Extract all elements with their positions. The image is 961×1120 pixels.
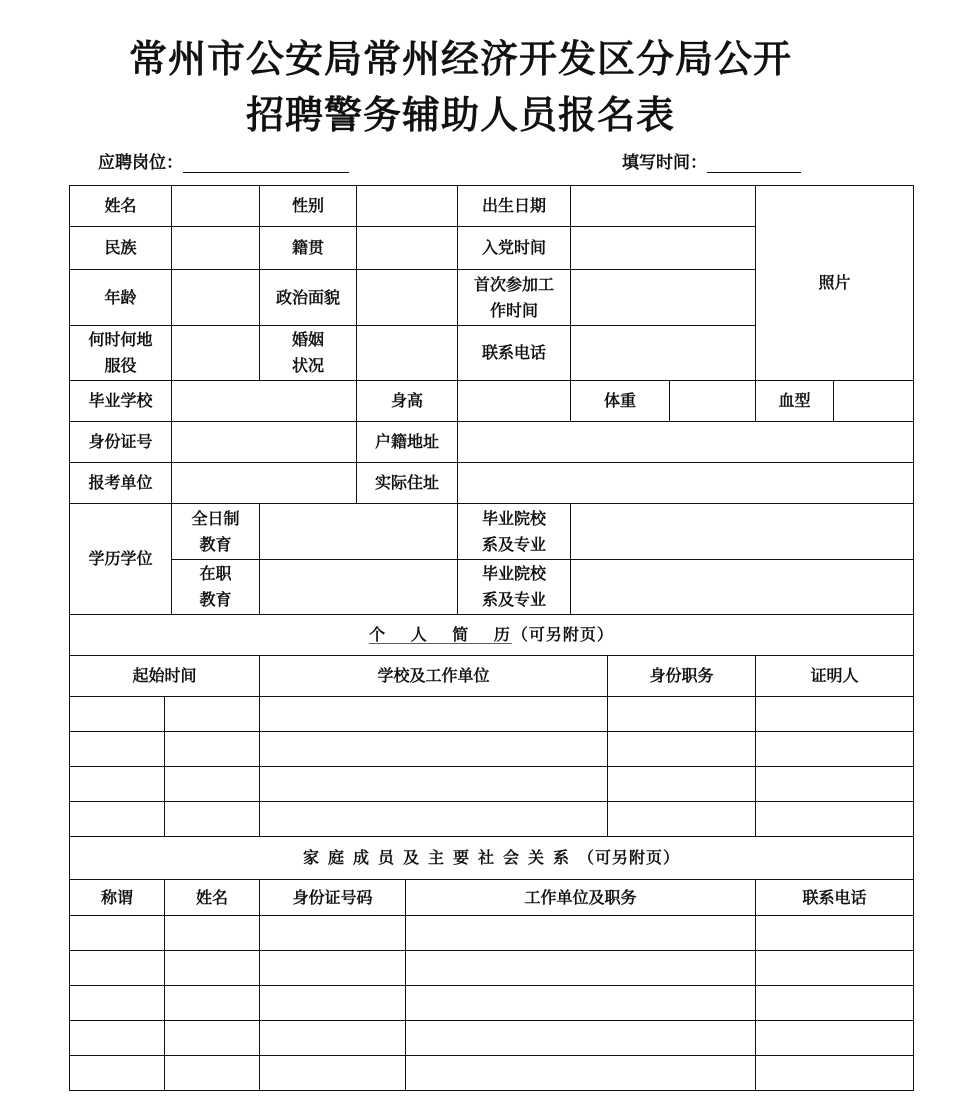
fulltime-label-line2: 教育 [199,534,232,554]
first-work-label-line2: 作时间 [489,300,538,320]
family-id-cell[interactable] [260,916,406,951]
form-title-line-1: 常州市公安局常州经济开发区分局公开 [128,36,792,81]
inservice-school-label-line2: 系及专业 [481,590,546,609]
resume-start-cell[interactable] [70,732,165,767]
household-label: 户籍地址 [357,422,458,463]
family-relation-cell[interactable] [70,1021,165,1056]
household-cell[interactable] [458,422,914,463]
id-no-label: 身份证号 [70,422,172,463]
resume-row [70,732,914,767]
family-heading: 家庭成员及主要社会关系 [302,848,578,867]
family-work-cell[interactable] [406,1021,756,1056]
family-col-relation: 称谓 [70,880,165,916]
family-name-cell[interactable] [165,951,260,986]
resume-col-unit: 学校及工作单位 [260,656,608,697]
resume-unit-cell[interactable] [260,802,608,837]
family-row [70,1056,914,1091]
position-field [98,148,349,173]
service-cell[interactable] [172,326,260,381]
resume-heading-cell [70,615,914,656]
resume-col-period: 起始时间 [70,656,260,697]
apply-unit-cell[interactable] [172,463,357,504]
fulltime-label [172,504,260,560]
family-row [70,916,914,951]
resume-witness-cell[interactable] [756,697,914,732]
family-col-id: 身份证号码 [260,880,406,916]
resume-witness-cell[interactable] [756,767,914,802]
resume-end-cell[interactable] [165,767,260,802]
native-place-cell[interactable] [357,227,458,270]
family-relation-cell[interactable] [70,1056,165,1091]
family-phone-cell[interactable] [756,1021,914,1056]
family-row [70,986,914,1021]
resume-table [69,655,914,880]
gender-label: 性别 [260,186,357,227]
family-phone-cell[interactable] [756,986,914,1021]
resume-role-cell[interactable] [608,767,756,802]
resume-heading: 个 人 简 历 [369,625,512,644]
date-label: 填写时间： [622,153,707,173]
fulltime-school-cell[interactable] [571,504,914,560]
fulltime-label-line1: 全日制 [191,508,240,528]
first-work-label [458,270,571,326]
ethnicity-cell[interactable] [172,227,260,270]
height-cell[interactable] [458,381,571,422]
gender-cell[interactable] [357,186,458,227]
apply-unit-label: 报考单位 [70,463,172,504]
family-name-cell[interactable] [165,916,260,951]
resume-witness-cell[interactable] [756,732,914,767]
weight-label: 体重 [571,381,670,422]
inservice-school-label-line1: 毕业院校 [481,564,546,583]
resume-role-cell[interactable] [608,697,756,732]
resume-row [70,697,914,732]
resume-start-cell[interactable] [70,767,165,802]
fulltime-school-label-line2: 系及专业 [481,534,546,554]
height-label: 身高 [357,381,458,422]
family-note: （可另附页） [578,848,681,867]
service-label [70,326,172,381]
family-id-cell[interactable] [260,986,406,1021]
fulltime-school-label-line1: 毕业院校 [481,508,546,528]
position-blank[interactable] [183,154,349,173]
birth-cell[interactable] [571,186,756,227]
ethnicity-label: 民族 [70,227,172,270]
family-phone-cell[interactable] [756,916,914,951]
personal-info-table [69,185,914,656]
edu-degree-label: 学历学位 [70,504,172,615]
date-blank[interactable] [707,154,801,173]
political-label: 政治面貌 [260,270,357,326]
family-id-cell[interactable] [260,1021,406,1056]
age-label: 年龄 [70,270,172,326]
family-heading-cell [70,837,914,880]
family-name-cell[interactable] [165,986,260,1021]
position-label: 应聘岗位： [98,153,183,173]
family-col-name: 姓名 [165,880,260,916]
marital-label-line1: 婚姻 [291,330,324,349]
family-work-cell[interactable] [406,1056,756,1091]
blood-cell[interactable] [834,381,914,422]
name-cell[interactable] [172,186,260,227]
fulltime-cell[interactable] [260,504,458,560]
resume-unit-cell[interactable] [260,767,608,802]
family-phone-cell[interactable] [756,951,914,986]
residence-cell[interactable] [458,463,914,504]
resume-end-cell[interactable] [165,802,260,837]
party-join-cell[interactable] [571,227,756,270]
resume-role-cell[interactable] [608,802,756,837]
family-relation-cell[interactable] [70,951,165,986]
weight-cell[interactable] [670,381,756,422]
family-relation-cell[interactable] [70,916,165,951]
resume-end-cell[interactable] [165,697,260,732]
resume-col-role: 身份职务 [608,656,756,697]
id-no-cell[interactable] [172,422,357,463]
family-name-cell[interactable] [165,1056,260,1091]
family-work-cell[interactable] [406,951,756,986]
blood-label: 血型 [756,381,834,422]
resume-end-cell[interactable] [165,732,260,767]
resume-unit-cell[interactable] [260,697,608,732]
inservice-school-cell[interactable] [571,560,914,615]
family-work-cell[interactable] [406,986,756,1021]
phone-label: 联系电话 [458,326,571,381]
form-title-line-2: 招聘警务辅助人员报名表 [245,92,675,137]
resume-witness-cell[interactable] [756,802,914,837]
family-work-cell[interactable] [406,916,756,951]
family-col-phone: 联系电话 [756,880,914,916]
fulltime-school-label [458,504,571,560]
resume-unit-cell[interactable] [260,732,608,767]
family-name-cell[interactable] [165,1021,260,1056]
family-id-cell[interactable] [260,951,406,986]
date-field [622,148,801,173]
residence-label: 实际住址 [357,463,458,504]
marital-label [260,326,357,381]
family-row [70,1021,914,1056]
party-join-label: 入党时间 [458,227,571,270]
resume-start-cell[interactable] [70,802,165,837]
name-label: 姓名 [70,186,172,227]
resume-row [70,802,914,837]
inservice-cell[interactable] [260,560,458,615]
resume-row [70,767,914,802]
first-work-cell[interactable] [571,270,756,326]
inservice-label-line2: 教育 [199,590,232,609]
resume-role-cell[interactable] [608,732,756,767]
family-phone-cell[interactable] [756,1056,914,1091]
photo-cell[interactable] [756,186,914,381]
first-work-label-line1: 首次参加工 [473,274,554,294]
resume-note: （可另附页） [511,625,614,644]
inservice-school-label [458,560,571,615]
native-place-label: 籍贯 [260,227,357,270]
family-col-work: 工作单位及职务 [406,880,756,916]
family-id-cell[interactable] [260,1056,406,1091]
resume-start-cell[interactable] [70,697,165,732]
school-cell[interactable] [172,381,357,422]
inservice-label-line1: 在职 [199,564,232,583]
birth-label: 出生日期 [458,186,571,227]
family-row [70,951,914,986]
service-label-line1: 何时何地 [88,330,153,349]
phone-cell[interactable] [571,326,756,381]
age-cell[interactable] [172,270,260,326]
photo-label: 照片 [818,273,851,292]
service-label-line2: 服役 [104,356,137,375]
family-relation-cell[interactable] [70,986,165,1021]
marital-label-line2: 状况 [291,356,324,375]
family-table [69,879,914,1091]
resume-col-witness: 证明人 [756,656,914,697]
political-cell[interactable] [357,270,458,326]
school-label: 毕业学校 [70,381,172,422]
inservice-label [172,560,260,615]
marital-cell[interactable] [357,326,458,381]
